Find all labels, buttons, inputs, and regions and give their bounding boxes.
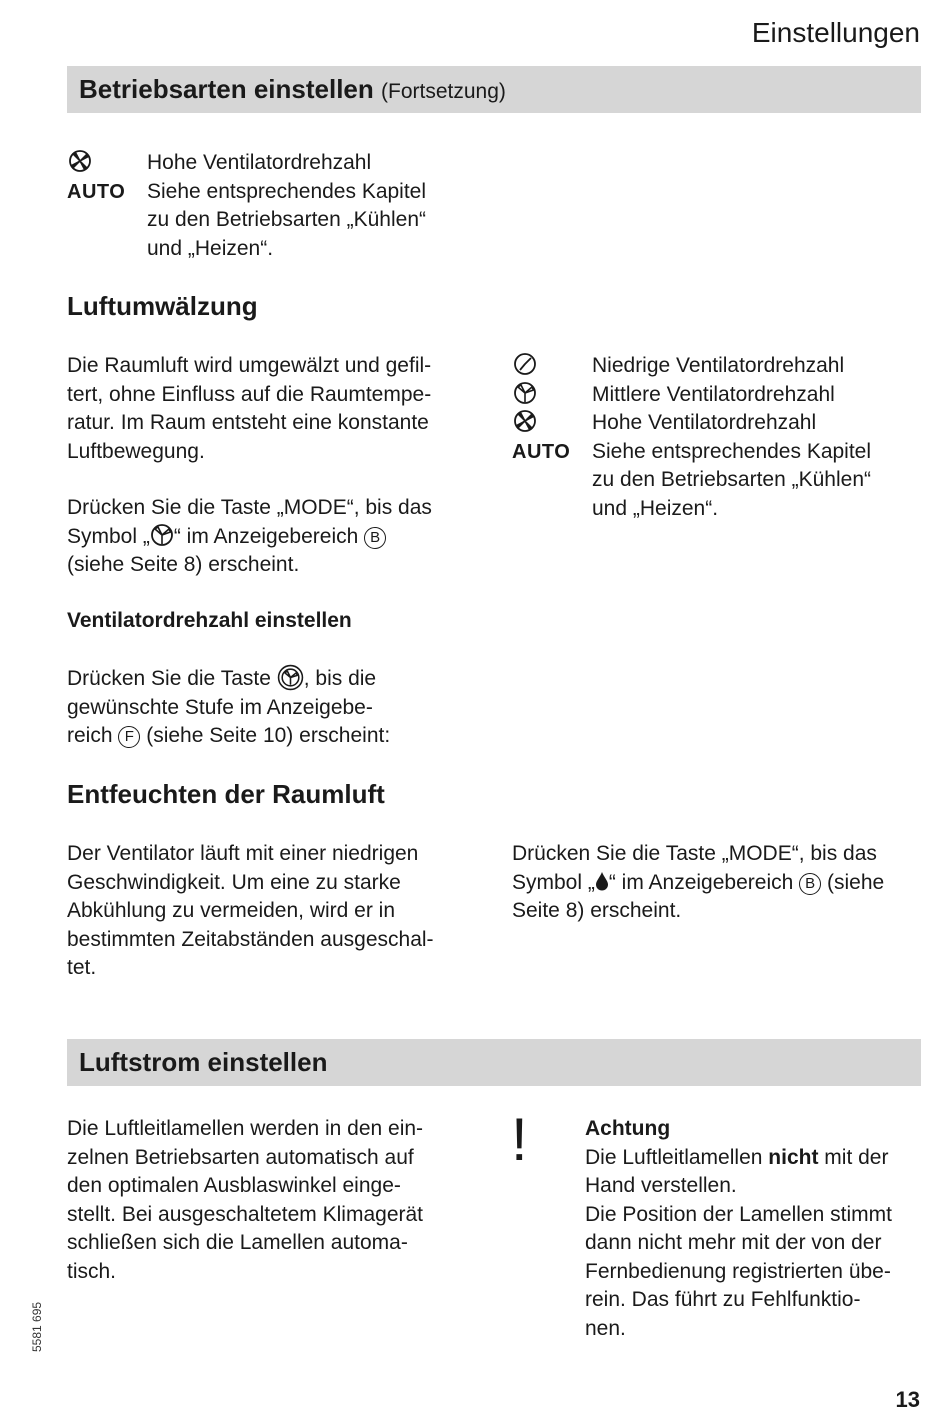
section-title [79, 74, 506, 107]
text-line: schließen sich die Lamellen automa- [67, 1231, 408, 1254]
fan-medium-icon [513, 381, 537, 410]
fan-medium-icon [150, 523, 174, 547]
section-title: Luftstrom einstellen [79, 1047, 328, 1077]
text-fragment: Symbol „ [512, 870, 595, 894]
text-line: dann nicht mehr mit der von der [585, 1231, 882, 1254]
fan-high-icon [513, 409, 537, 438]
fan-button-icon [277, 664, 304, 691]
luftstrom-paragraph [67, 1115, 497, 1286]
text-line: ratur. Im Raum entsteht eine konstante [67, 411, 429, 434]
text-fragment: Drücken Sie die Taste [67, 667, 271, 690]
list-item-text [592, 438, 871, 524]
auto-label: AUTO [512, 440, 571, 463]
circled-letter-b: B [364, 527, 386, 549]
text-line: nen. [585, 1316, 626, 1340]
text-fragment: Die Luftleitlamellen [585, 1145, 763, 1169]
text-line: Luftbewegung. [67, 439, 205, 463]
list-item [67, 149, 487, 178]
droplet-icon [595, 871, 609, 891]
text-line: Hand verstellen. [585, 1174, 737, 1197]
list-item-text: Hohe Ventilatordrehzahl [592, 411, 817, 434]
section-title-main: Betriebsarten einstellen [79, 74, 374, 104]
text-fragment: (siehe Seite 10) erscheint: [146, 724, 391, 747]
text-line: Die Luftleitlamellen werden in den ein- [67, 1117, 424, 1140]
text-line: tert, ohne Einfluss auf die Raumtempe- [67, 382, 432, 406]
text-line [67, 664, 497, 694]
list-item [512, 352, 932, 381]
section-bar-luftstrom [67, 1039, 921, 1086]
text-line: und „Heizen“. [147, 236, 274, 260]
auto-label: AUTO [67, 180, 126, 203]
text-line: Die Raumluft wird umgewälzt und gefil- [67, 354, 432, 377]
luftumwaelzung-paragraph-2 [67, 494, 497, 580]
text-line: zelnen Betriebsarten automatisch auf [67, 1145, 414, 1169]
section-bar-betriebsarten [67, 66, 921, 113]
fan-low-icon [513, 352, 537, 381]
text-line: tet. [67, 956, 97, 979]
page-number: 13 [895, 1387, 920, 1412]
text-line [512, 869, 932, 898]
text-fragment: Symbol „ [67, 524, 150, 548]
text-line: den optimalen Ausblaswinkel einge- [67, 1174, 401, 1197]
list-item-text [147, 178, 426, 264]
heading-luftumwaelzung: Luftumwälzung [67, 291, 258, 321]
warning-box [585, 1115, 930, 1343]
luftumwaelzung-paragraph-1 [67, 352, 487, 466]
text-line: Die Position der Lamellen stimmt [585, 1202, 892, 1226]
text-line: rein. Das führt zu Fehlfunktio- [585, 1288, 861, 1311]
text-line: zu den Betriebsarten „Kühlen“ [147, 208, 426, 231]
list-item [512, 409, 932, 438]
text-line [67, 722, 497, 751]
list-item-text: Hohe Ventilatordrehzahl [147, 151, 372, 174]
text-line [67, 523, 497, 552]
list-item-text: Mittlere Ventilatordrehzahl [592, 382, 835, 406]
fan-speed-list [512, 352, 932, 524]
text-fragment: “ im Anzeigebereich [173, 524, 359, 548]
text-line: (siehe Seite 8) erscheint. [67, 553, 300, 576]
text-line: tisch. [67, 1259, 117, 1283]
text-line: Siehe entsprechendes Kapitel [592, 439, 872, 463]
text-line: gewünschte Stufe im Anzeigebe- [67, 695, 373, 719]
section-title-subtitle: (Fortsetzung) [381, 80, 506, 103]
warning-exclamation-icon: ! [511, 1106, 528, 1173]
emphasis: nicht [768, 1145, 819, 1169]
circled-letter-b: B [799, 873, 821, 895]
text-line: Drücken Sie die Taste „MODE“, bis das [67, 496, 432, 519]
warning-title: Achtung [585, 1117, 671, 1140]
text-line: bestimmten Zeitabständen ausgeschal- [67, 927, 434, 951]
text-line: Abkühlung zu vermeiden, wird er in [67, 899, 396, 922]
text-line: Drücken Sie die Taste „MODE“, bis das [512, 842, 877, 865]
list-item [512, 381, 932, 410]
text-line: Fernbedienung registrierten übe- [585, 1259, 891, 1283]
list-item [67, 178, 487, 264]
text-line: Der Ventilator läuft mit einer niedrigen [67, 842, 419, 865]
text-line [585, 1144, 930, 1173]
circled-letter-f: F [118, 726, 140, 748]
text-fragment: reich [67, 724, 113, 747]
text-line: und „Heizen“. [592, 496, 719, 520]
fan-high-icon [68, 149, 92, 178]
list-item-text: Niedrige Ventilatordrehzahl [592, 354, 845, 377]
text-line: Geschwindigkeit. Um eine zu starke [67, 870, 401, 894]
text-line: stellt. Bei ausgeschaltetem Klimagerät [67, 1202, 424, 1226]
entfeuchten-right-paragraph [512, 840, 932, 926]
text-line: Seite 8) erscheint. [512, 899, 682, 922]
subheading-ventilatordrehzahl: Ventilatordrehzahl einstellen [67, 609, 352, 632]
text-line: Siehe entsprechendes Kapitel [147, 179, 427, 203]
text-line: zu den Betriebsarten „Kühlen“ [592, 468, 871, 491]
text-fragment: (siehe [826, 870, 885, 894]
list-item [512, 438, 932, 524]
text-fragment: , bis die [303, 667, 377, 690]
document-number: 5581 695 [30, 1301, 44, 1352]
page-section-title: Einstellungen [751, 17, 920, 48]
top-speed-list [67, 149, 487, 264]
heading-entfeuchten: Entfeuchten der Raumluft [67, 779, 385, 809]
entfeuchten-left-paragraph [67, 840, 497, 983]
text-fragment: “ im Anzeigebereich [608, 870, 794, 894]
text-fragment: mit der [824, 1145, 889, 1169]
ventilator-paragraph [67, 664, 497, 751]
